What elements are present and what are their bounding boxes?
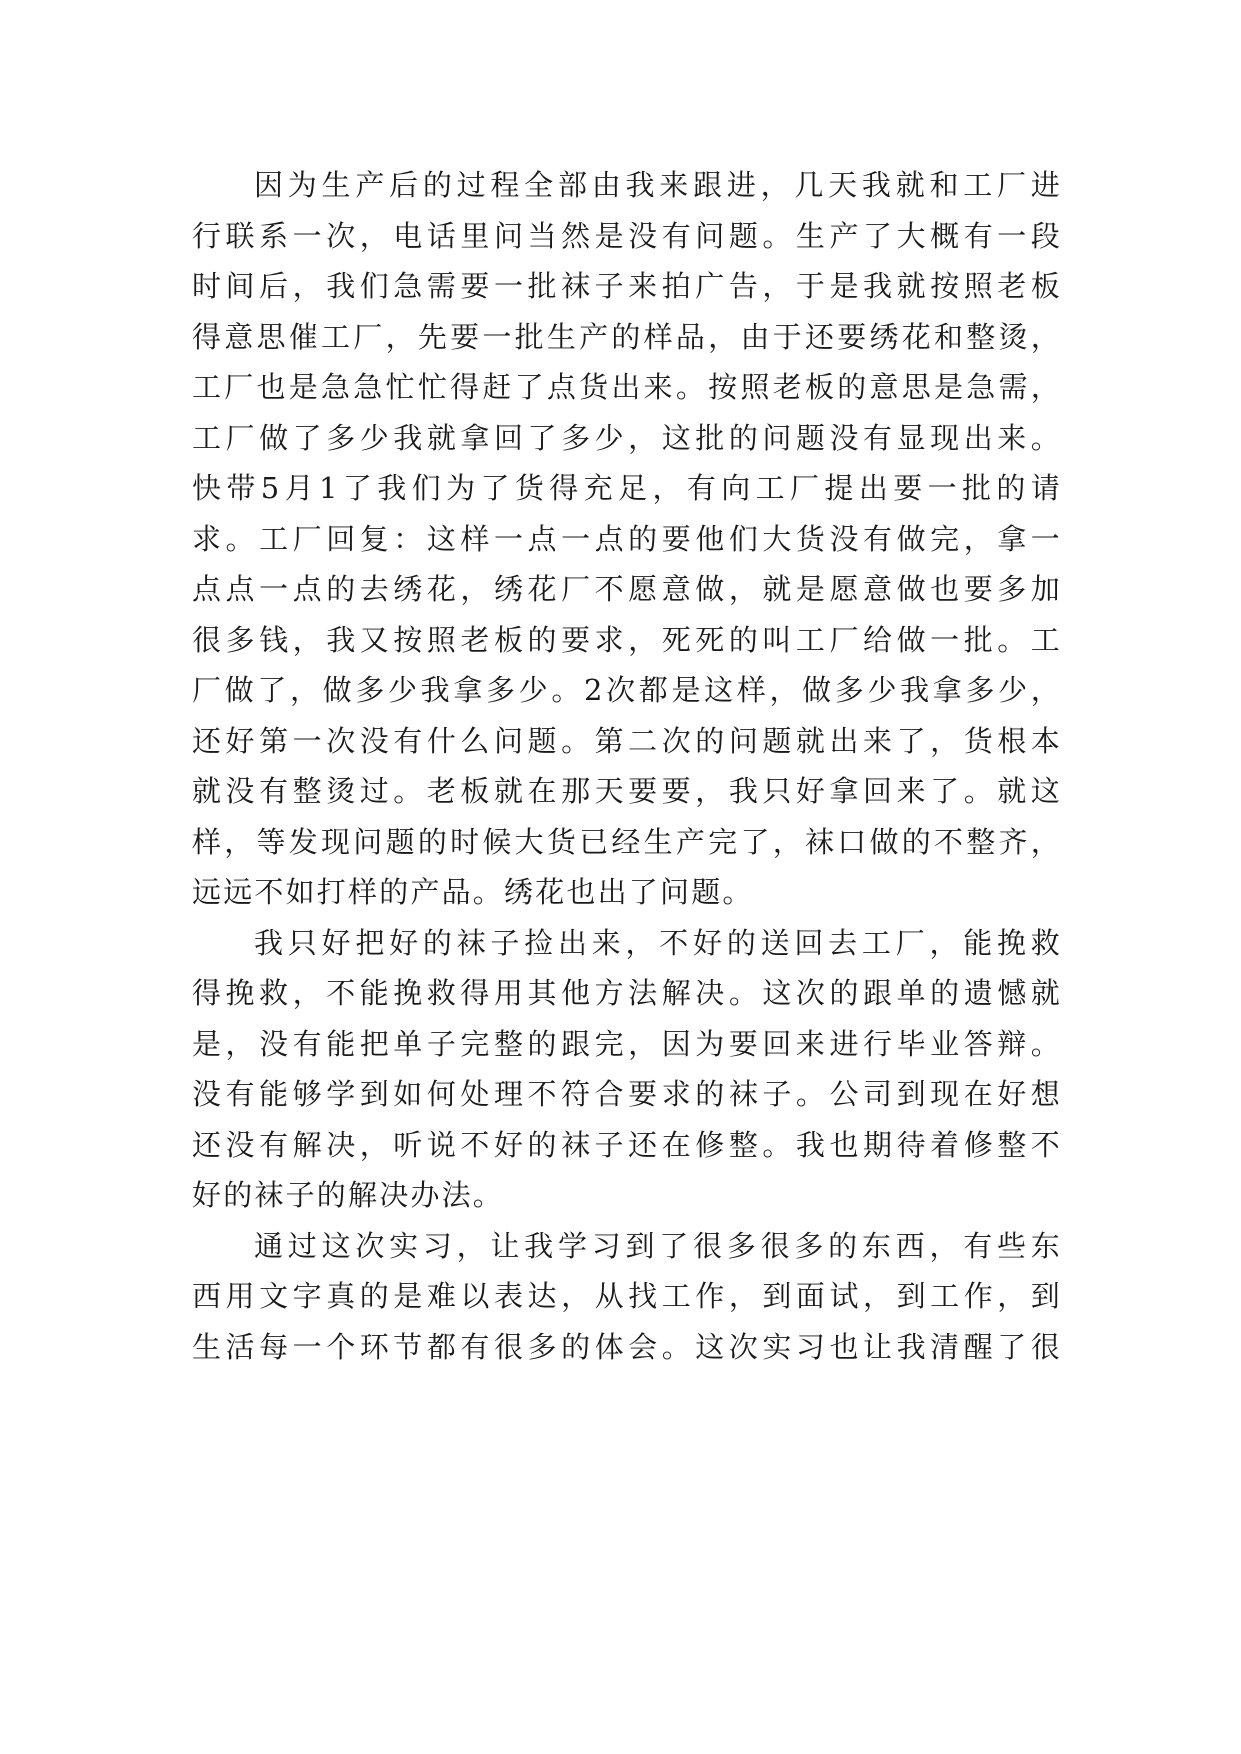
text-line: 样，等发现问题的时候大货已经生产完了，袜口做的不整齐， [192,824,1062,859]
paragraph-2 [192,918,1062,1221]
text-line: 远远不如打样的产品。绣花也出了问题。 [192,875,754,909]
text-line: 还没有解决，听说不好的袜子还在修整。我也期待着修整不 [192,1127,1062,1162]
text-line: 没有能够学到如何处理不符合要求的袜子。公司到现在好想 [192,1077,1062,1111]
text-line: 求。工厂回复：这样一点一点的要他们大货没有做完，拿一 [192,521,1062,556]
text-line: 得意思催工厂，先要一批生产的样品，由于还要绣花和整烫， [192,319,1062,354]
text-line: 是，没有能把单子完整的跟完，因为要回来进行毕业答辩。 [192,1026,1062,1061]
text-line: 得挽救，不能挽救得用其他方法解决。这次的跟单的遗憾就 [192,976,1062,1010]
text-line: 通过这次实习，让我学习到了很多很多的东西，有些东 [254,1228,1062,1263]
text-line: 西用文字真的是难以表达，从找工作，到面试，到工作，到 [192,1279,1062,1313]
text-line: 点点一点的去绣花，绣花厂不愿意做，就是愿意做也要多加 [192,572,1062,606]
document-body [192,160,1062,1372]
text-line: 行联系一次，电话里问当然是没有问题。生产了大概有一段 [192,218,1062,253]
text-line: 因为生产后的过程全部由我来跟进，几天我就和工厂进 [254,168,1062,202]
text-line: 我只好把好的袜子捡出来，不好的送回去工厂，能挽救 [254,925,1062,960]
text-line: 很多钱，我又按照老板的要求，死死的叫工厂给做一批。工 [192,622,1062,657]
text-line: 工厂也是急急忙忙得赶了点货出来。按照老板的意思是急需， [192,370,1062,404]
text-line: 工厂做了多少我就拿回了多少，这批的问题没有显现出来。 [192,420,1062,455]
text-line: 时间后，我们急需要一批袜子来拍广告，于是我就按照老板 [192,269,1062,303]
text-line: 好的袜子的解决办法。 [192,1178,505,1212]
text-line: 生活每一个环节都有很多的体会。这次实习也让我清醒了很 [192,1329,1062,1364]
text-line: 就没有整烫过。老板就在那天要要，我只好拿回来了。就这 [192,774,1062,808]
text-line: 还好第一次没有什么问题。第二次的问题就出来了，货根本 [192,723,1062,758]
text-line: 快带5月1了我们为了货得充足，有向工厂提出要一批的请 [192,471,1062,505]
paragraph-1 [192,160,1062,918]
text-line: 厂做了，做多少我拿多少。2次都是这样，做多少我拿多少， [192,673,1062,707]
paragraph-3 [192,1221,1062,1373]
